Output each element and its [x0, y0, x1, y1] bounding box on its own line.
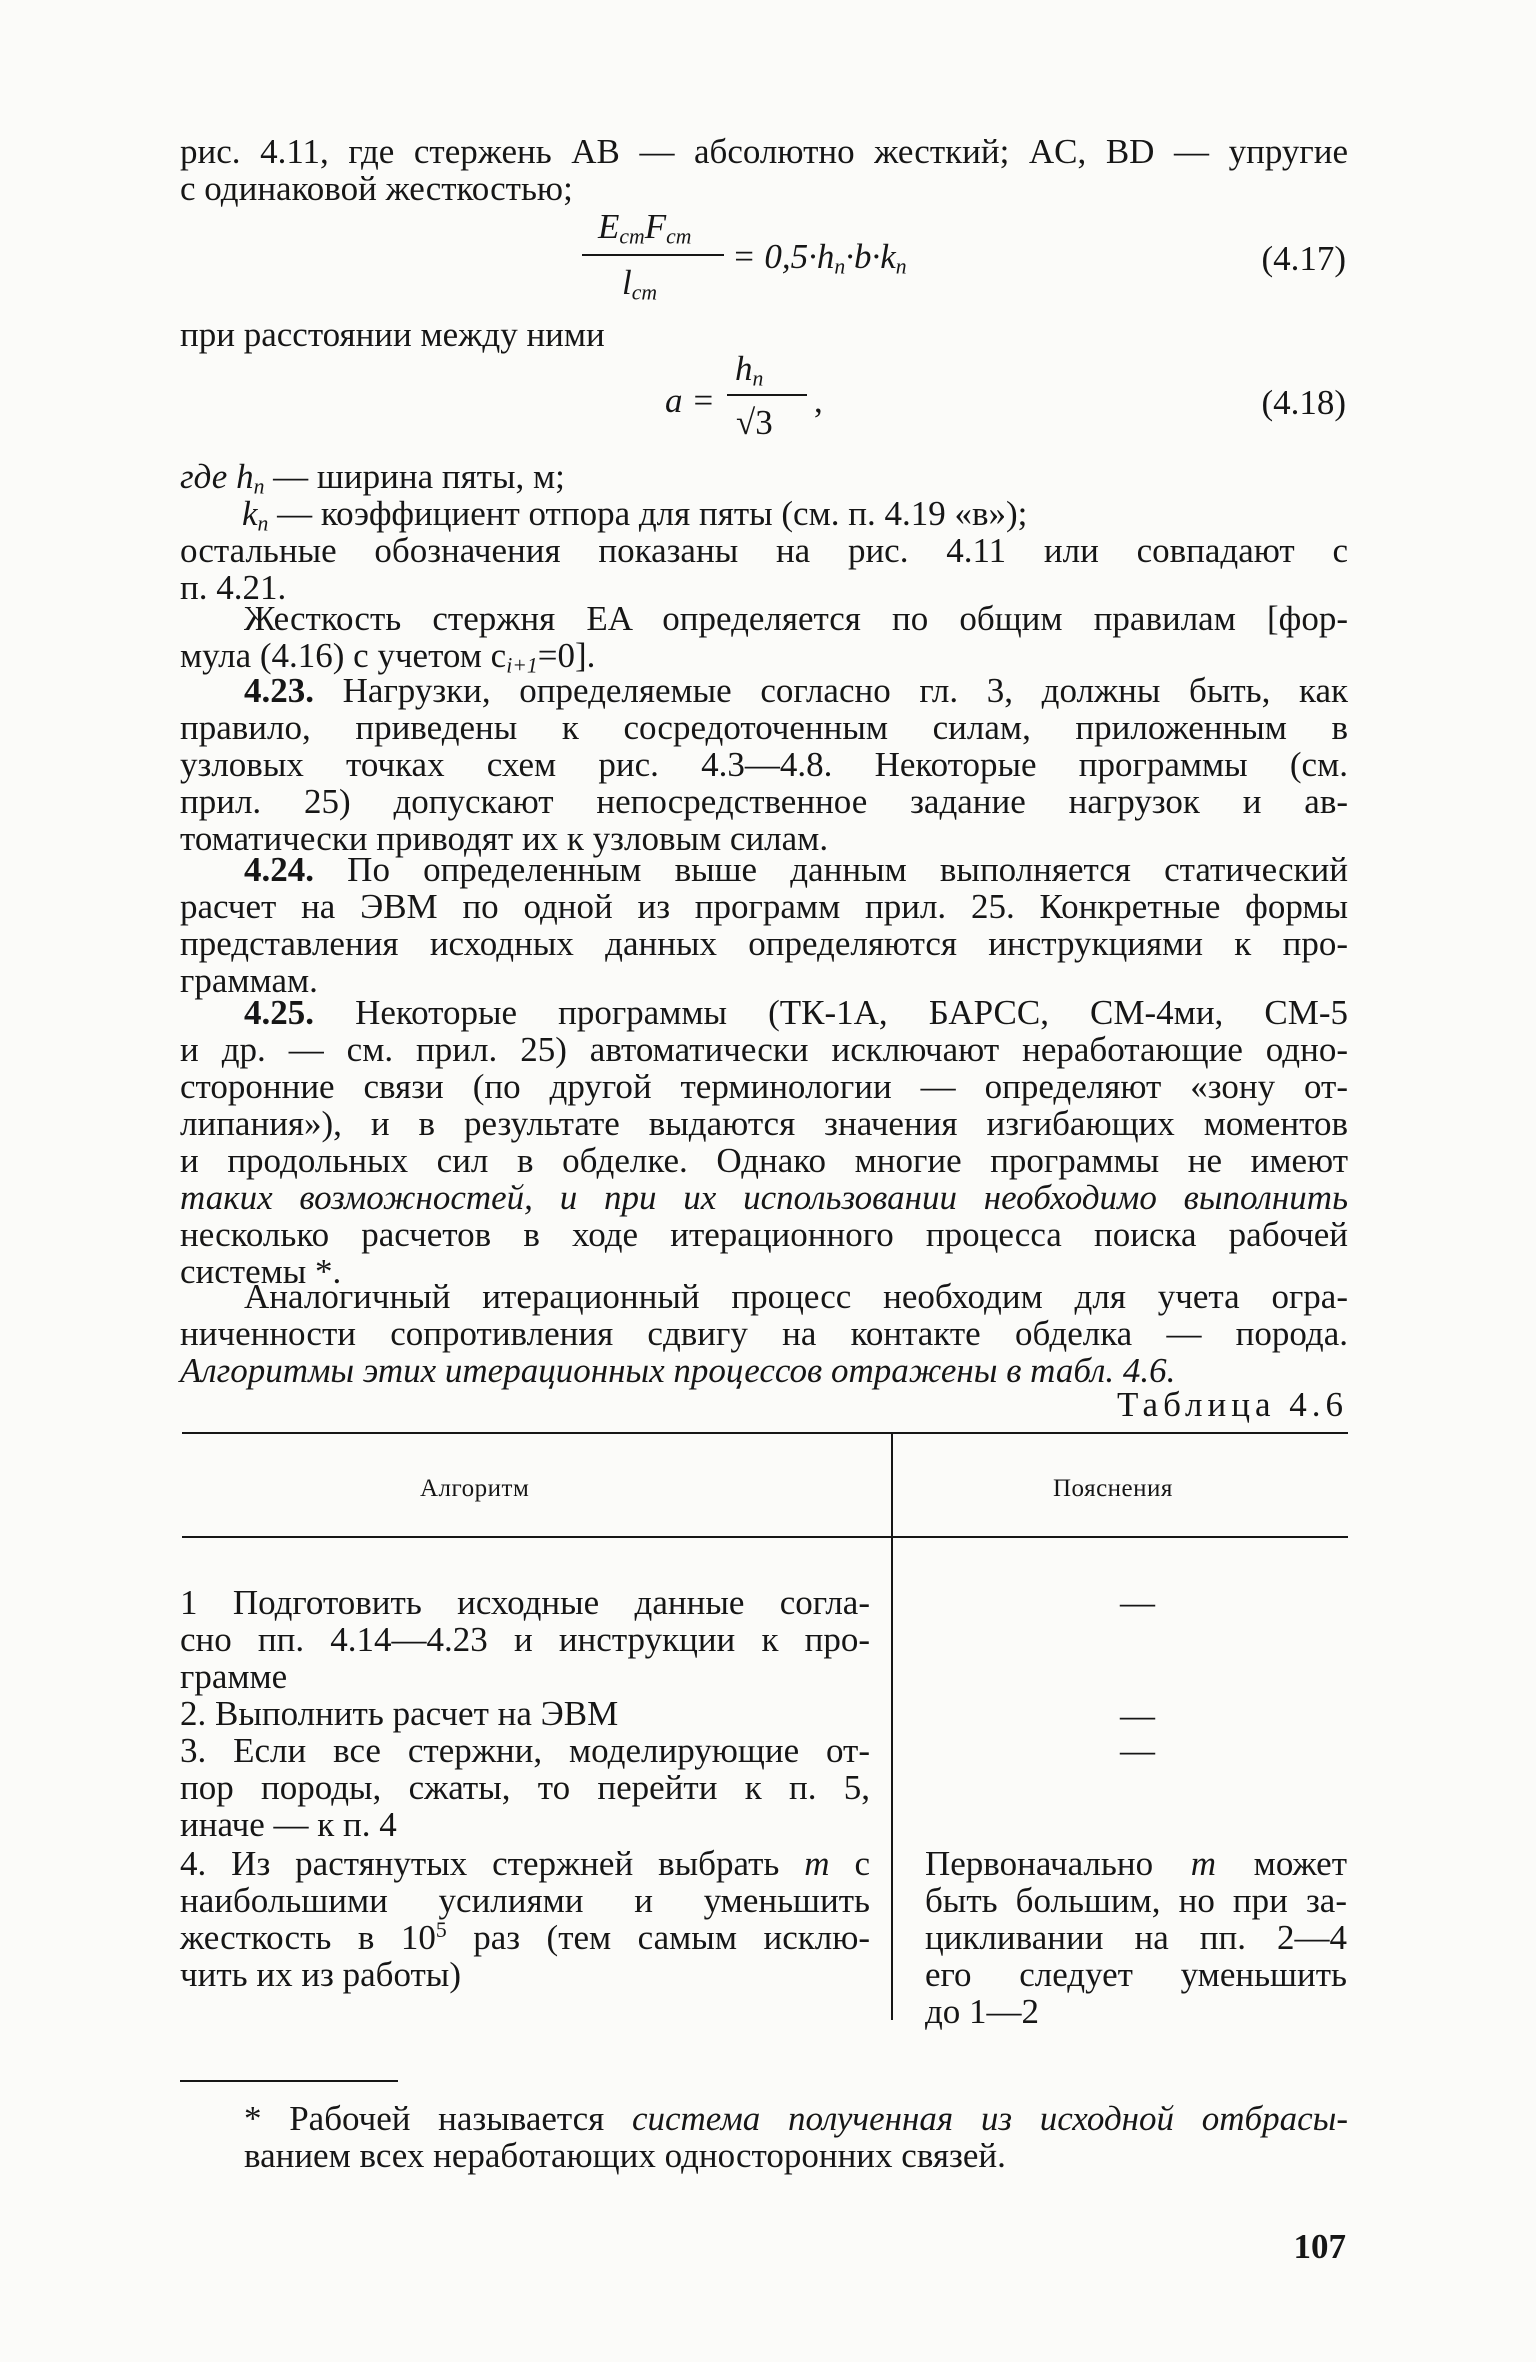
formula-4-18-comma: ,	[814, 381, 823, 420]
where-line-2: $k_п$ — коэффициент отпора для пяты (см. п. 4.19 «в»);	[242, 494, 1028, 536]
row4-algo-line-4: чить их из работы)	[180, 1955, 461, 1994]
p424-line-1: 4.24. По определенным выше данным выполняется статический	[244, 850, 1348, 889]
p425-line-8: системы *.	[180, 1252, 342, 1291]
row4-algo-line-1: 4. Из растянутых стержней выбрать m с	[180, 1844, 870, 1883]
formula-4-18-denominator: √3	[736, 403, 773, 442]
formula-4-17-number: (4.17)	[1261, 239, 1346, 278]
stiffness-paragraph	[180, 599, 1348, 678]
row4-note-line-3: цикливании на пп. 2—4	[925, 1918, 1347, 1957]
p423-line-3: узловых точках схем рис. 4.3—4.8. Некоторые программы (см.	[180, 745, 1348, 784]
formula-4-17-denominator: $l_{ст}$	[622, 263, 658, 305]
row1-algo-line-2: сно пп. 4.14—4.23 и инструкции к про-	[180, 1620, 870, 1659]
footnote	[180, 2100, 1348, 2174]
intro-line-2: с одинаковой жесткостью;	[180, 169, 573, 208]
stiffness-line-2: мула (4.16) с учетом $c_{i+1}=0$].	[180, 636, 596, 678]
formula-4-17-fraction-bar	[582, 254, 724, 256]
row2-algo-line-1: 2. Выполнить расчет на ЭВМ	[180, 1694, 619, 1733]
table-row	[180, 1732, 870, 1843]
p425-line-7: несколько расчетов в ходе итерационного процесса поиска рабочей	[180, 1215, 1348, 1254]
row4-note-line-4: его следует уменьшить	[925, 1955, 1347, 1994]
row1-algo-line-1: 1 Подготовить исходные данные согла-	[180, 1583, 870, 1622]
analog-line-1: Аналогичный итерационный процесс необходим для учета огра-	[244, 1277, 1348, 1316]
row3-algo-line-1: 3. Если все стержни, моделирующие от-	[180, 1731, 870, 1770]
page-number: 107	[1293, 2227, 1346, 2266]
p425-line-4: липания»), и в результате выдаются значения изгибающих моментов	[180, 1104, 1348, 1143]
row4-note-line-5: до 1—2	[925, 1992, 1040, 2031]
p425-line-5: и продольных сил в обделке. Однако многие программы не имеют	[180, 1141, 1348, 1180]
table-header-algorithm: Алгоритм	[420, 1475, 530, 1502]
row3-note: —	[1120, 1731, 1155, 1770]
table-header-divider	[891, 1432, 893, 1536]
formula-4-18-lhs: a =	[665, 381, 715, 420]
analog-line-3: Алгоритмы этих итерационных процессов отражены в табл. 4.6.	[180, 1351, 1176, 1390]
p425-line-3: сторонние связи (по другой терминологии — определяют «зону от-	[180, 1067, 1348, 1106]
table-row	[180, 1584, 870, 1695]
row3-algo-line-3: иначе — к п. 4	[180, 1805, 397, 1844]
formula-4-18-numerator: $h_п$	[735, 349, 764, 391]
analog-paragraph	[180, 1278, 1348, 1389]
p423-line-4: прил. 25) допускают непосредственное задание нагрузок и ав-	[180, 782, 1348, 821]
intro-text	[180, 133, 1348, 207]
row4-algo-line-2: наибольшими усилиями и уменьшить	[180, 1881, 870, 1920]
table-top-rule	[182, 1432, 1348, 1434]
p423-line-2: правило, приведены к сосредоточенным силам, приложенным в	[180, 708, 1348, 747]
row4-note-line-2: быть большим, но при за-	[925, 1881, 1347, 1920]
table-row	[180, 1695, 870, 1732]
p425-line-2: и др. — см. прил. 25) автоматически исключают неработающие одно-	[180, 1030, 1348, 1069]
p424-line-2: расчет на ЭВМ по одной из программ прил. 25. Конкретные формы	[180, 887, 1348, 926]
table-header-notes: Пояснения	[1053, 1475, 1173, 1502]
analog-line-2: ниченности сопротивления сдвигу на контакте обделка — порода.	[180, 1314, 1348, 1353]
footnote-line-2: ванием всех неработающих односторонних связей.	[244, 2136, 1006, 2175]
row1-note: —	[1120, 1583, 1155, 1622]
p423-line-1: 4.23. Нагрузки, определяемые согласно гл. 3, должны быть, как	[244, 671, 1348, 710]
where-line-1: где $h_п$ — ширина пяты, м;	[180, 457, 565, 499]
formula-4-18-fraction-bar	[727, 394, 807, 396]
p425-line-1: 4.25. Некоторые программы (ТК-1А, БАРСС, СМ-4ми, СМ-5	[244, 993, 1348, 1032]
stiffness-line-1: Жесткость стержня EA определяется по общим правилам [фор-	[244, 599, 1348, 638]
table-row	[180, 1845, 870, 1993]
p423-line-5: томатически приводят их к узловым силам.	[180, 819, 829, 858]
formula-4-17-numerator: $E_{ст}F_{ст}$	[598, 207, 692, 249]
row2-note: —	[1120, 1696, 1155, 1735]
paragraph-4-23	[180, 672, 1348, 857]
paragraph-4-25	[180, 994, 1348, 1290]
paragraph-4-24	[180, 851, 1348, 999]
p424-line-3: представления исходных данных определяются инструкциями к про-	[180, 924, 1348, 963]
p424-line-4: граммам.	[180, 961, 318, 1000]
footnote-line-1: * Рабочей называется система полученная из исходной отбрасы-	[244, 2099, 1348, 2138]
where-block	[180, 458, 1348, 606]
footnote-rule	[180, 2080, 398, 2082]
row4-note	[925, 1845, 1347, 2030]
table-body-divider	[891, 1536, 893, 2020]
p425-line-6: таких возможностей, и при их использовании необходимо выполнить	[180, 1178, 1348, 1217]
intro-line-1: рис. 4.11, где стержень AB — абсолютно жесткий; AC, BD — упругие	[180, 132, 1348, 171]
row1-algo-line-3: грамме	[180, 1657, 288, 1696]
formula-4-17-rhs: = $0,5\cdot h_п\cdot b\cdot k_п$	[732, 237, 907, 279]
table-caption: Таблица 4.6	[1117, 1385, 1348, 1424]
where-line-4: п. 4.21.	[180, 568, 287, 607]
row4-algo-line-3: жесткость в $10^5$ раз (тем самым исклю-	[180, 1918, 871, 1957]
row4-note-line-1: Первоначально m может	[925, 1844, 1347, 1883]
where-line-3: остальные обозначения показаны на рис. 4.11 или совпадают с	[180, 531, 1348, 570]
formula-4-18-number: (4.18)	[1261, 383, 1346, 422]
table-header-rule	[182, 1536, 1348, 1538]
between-text: при расстоянии между ними	[180, 315, 605, 354]
row3-algo-line-2: пор породы, сжаты, то перейти к п. 5,	[180, 1768, 870, 1807]
